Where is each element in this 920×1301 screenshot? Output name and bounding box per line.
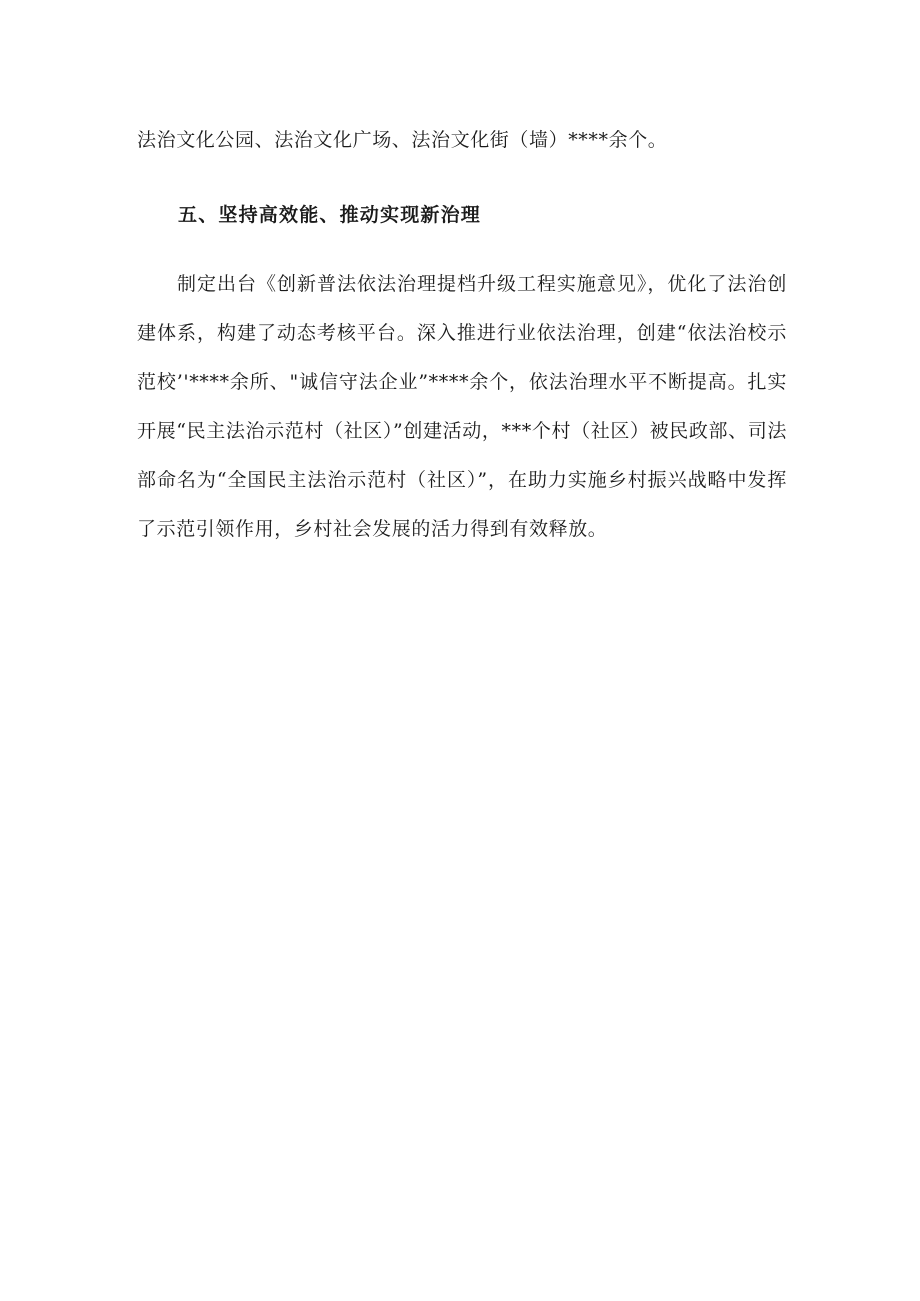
section-heading: 五、坚持高效能、推动实现新治理 [178,204,482,226]
body-paragraph: 制定出台《创新普法依法治理提档升级工程实施意见》，优化了法治创建体系，构建了动态考核平台。深入推进行业依法治理，创建“依法治校示范校’'****余所、"诚信守法企业”****余个，依法治理水平不断提高。扎实开展“民主法治示范村（社区）”创建活动，***个村（社区）被民政部、司法部命名为“全国民主法治示范村（社区）”，在助力实施乡村振兴战略中发挥了示范引领作用，乡村社会发展的活力得到有效释放。 [137,273,787,540]
continued-paragraph: 法治文化公园、法治文化广场、法治文化街（墙）****余个。 [137,129,668,151]
document-body [137,116,787,554]
